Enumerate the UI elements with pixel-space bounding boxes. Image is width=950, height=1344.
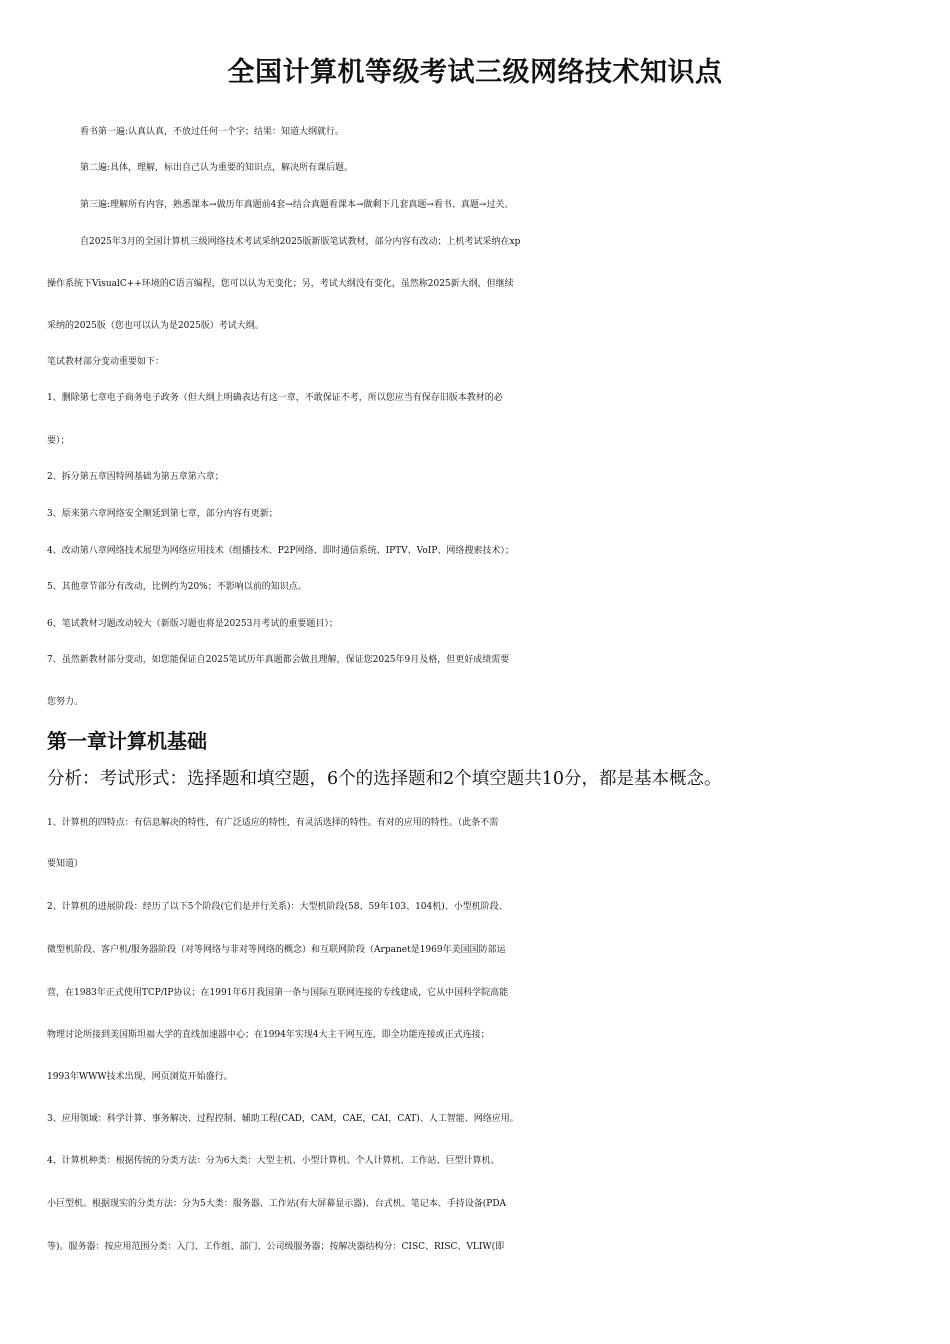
chapter-1-lead: 分析：考试形式：选择题和填空题，6个的选择题和2个填空题共10分，都是基本概念。 xyxy=(47,769,722,789)
change-line: 您努力。 xyxy=(47,697,84,707)
chapter-1-line: 营，在1983年正式使用TCP/IP协议；在1991年6月我国第一条与国际互联网连接的专线建成，它从中国科学院高能 xyxy=(47,988,509,998)
chapter-1-line: 小巨型机。根据现实的分类方法：分为5大类：服务器、工作站(有大屏幕显示器)、台式机、笔记本、手持设备(PDA xyxy=(47,1199,507,1209)
chapter-1-title: 第一章计算机基础 xyxy=(47,729,207,753)
chapter-1-line: 4、计算机种类：根据传统的分类方法：分为6大类：大型主机、小型计算机、个人计算机、工作站、巨型计算机、 xyxy=(47,1156,500,1166)
chapter-1-line: 1、计算机的四特点：有信息解决的特性，有广泛适应的特性，有灵活选择的特性。有对的应用的特性。（此条不需 xyxy=(47,818,499,828)
change-line: 1、删除第七章电子商务电子政务（但大纲上明确表达有这一章，不敢保证不考，所以您应当有保存旧版本教材的必 xyxy=(47,393,503,403)
chapter-1-line: 1993年WWW技术出现，网页浏览开始盛行。 xyxy=(47,1072,233,1082)
chapter-1-line: 物理讨论所接到美国斯坦福大学的直线加速器中心；在1994年实现4大主干网互连，即全功能连接或正式连接； xyxy=(47,1030,490,1040)
change-line: 6、笔试教材习题改动较大（新版习题也将是20253月考试的重要题目）； xyxy=(47,619,338,629)
chapter-1-line: 等)。服务器：按应用范围分类：入门、工作组、部门、公司级服务器；按解决器结构分：CISC、RISC、VLIW(即 xyxy=(47,1242,505,1252)
intro-line-1: 看书第一遍:认真认真，不放过任何一个字；结果：知道大纲就行。 xyxy=(80,127,345,137)
chapter-1-line: 3、应用领域：科学计算、事务解决、过程控制、辅助工程(CAD，CAM，CAE，CAI，CAT)、人工智能、网络应用。 xyxy=(47,1114,519,1124)
chapter-1-line: 微型机阶段、客户机/服务器阶段（对等网络与非对等网络的概念）和互联网阶段（Arpanet是1969年美国国防部运 xyxy=(47,945,506,955)
changes-heading: 笔试教材部分变动重要如下： xyxy=(47,357,165,367)
document-title: 全国计算机等级考试三级网络技术知识点 xyxy=(227,57,723,88)
intro-line-3: 第三遍:理解所有内容，熟悉课本→做历年真题前4套→结合真题看课本→做剩下几套真题→看书、真题→过关。 xyxy=(80,200,514,210)
note-line-2: 操作系统下VisualC++环境的C语言编程，您可以认为无变化；另，考试大纲没有变化，虽然称2025新大纲，但继续 xyxy=(47,279,514,289)
intro-line-2: 第二遍:具体，理解，标出自己认为重要的知识点，解决所有课后题。 xyxy=(80,163,354,173)
note-line-3: 采纳的2025版（您也可以认为是2025版）考试大纲。 xyxy=(47,321,264,331)
change-line: 5、其他章节部分有改动，比例约为20%；不影响以前的知识点。 xyxy=(47,582,307,592)
chapter-1-line: 2、计算机的进展阶段：经历了以下5个阶段(它们是并行关系)：大型机阶段(58、59年103、104机)、小型机阶段、 xyxy=(47,902,508,912)
change-line: 7、虽然新教材部分变动，如您能保证自2025笔试历年真题都会做且理解，保证您2025年9月及格，但更好成绩需要 xyxy=(47,655,510,665)
change-line: 4、改动第八章网络技术展望为网络应用技术（组播技术、P2P网络、即时通信系统、IPTV、VoIP、网络搜索技术）； xyxy=(47,546,514,556)
change-line: 要）； xyxy=(47,436,70,446)
change-line: 3、原来第六章网络安全顺延到第七章，部分内容有更新； xyxy=(47,509,278,519)
change-line: 2、拆分第五章因特网基础为第五章第六章； xyxy=(47,472,224,482)
note-line-1: 自2025年3月的全国计算机三级网络技术考试采纳2025版新版笔试教材，部分内容有改动；上机考试采纳在xp xyxy=(80,237,521,247)
chapter-1-line: 要知道） xyxy=(47,859,84,869)
